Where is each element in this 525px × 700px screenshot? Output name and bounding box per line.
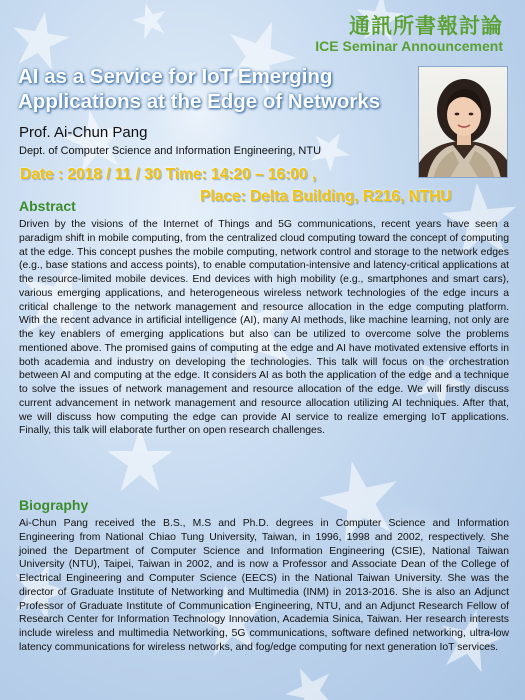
announcement-label: ICE Seminar Announcement bbox=[315, 38, 503, 54]
talk-title-line-1: AI as a Service for IoT Emerging bbox=[18, 65, 333, 88]
biography-text: Ai-Chun Pang received the B.S., M.S and Ph.D. degrees in Computer Science and Information Engineering from National Chiao Tung University, Taiwan, in 1996, 1998 and 2002, respectively. She joined the Department of Computer Science and Information Engineering (CSIE), National Taiwan University (NTU), Taipei, Taiwan in 2002, and is now a Professor and Associate Dean of the College of Electrical Engineering and Computer Science (EECS) in the National Taiwan University. She was the director of Graduate Institute of Networking and Multimedia (INM) in 2013-2016. She is also an Adjunct Professor of Graduate Institute of Communication Engineering, NTU, and an Adjunct Research Fellow of Research Center for Information Technology Innovation, Academia Sinica, Taiwan. Her research interests include wireless and multimedia Networking, 5G communications, software defined networking, ultra-low latency communications for wireless networks, and fog/edge computing for next generation IoT services. bbox=[19, 518, 509, 653]
place: Place: Delta Building, R216, NTHU bbox=[200, 188, 452, 205]
biography-heading: Biography bbox=[19, 497, 89, 513]
speaker-photo bbox=[418, 66, 508, 178]
abstract-heading: Abstract bbox=[19, 198, 76, 214]
abstract-text: Driven by the visions of the Internet of Things and 5G communications, recent years have seen a paradigm shift in mobile computing, from the centralized cloud computing toward the concept of computing at the edge. This concept pushes the mobile computing, network control and storage to the network edges (e.g., base stations and access points), to enable computation-intensive and latency-critical applications at the resource-limited mobile devices. End devices with high mobility (e.g., smartphones and smart cars), various emerging applications, and heterogeneous wireless network technologies of the edge incurs a critical challenge to the network management and resource allocation in the edge computing platform. With the recent advance in artificial intelligence (AI), many AI methods, like machine learning, not only are the key enablers of emerging applications but also can be utilized to overcome solve the problems mentioned above. The promised gains of computing at the edge and AI have motivated extensive efforts in both academia and industry on developing the technologies. This talk will focus on the orchestration between AI and computing at the edge. It considers AI as both the application of the edge and a technique to solve the issues of network management and resource allocation of the edge. We will firstly discuss current advancement in network management and resource allocation utilizing AI techniques. After that, we will discuss how computing the edge can provide AI service to realize emerging IoT applications. Finally, this talk will elaborate further on open research challenges. bbox=[19, 219, 509, 437]
date-time: Date : 2018 / 11 / 30 Time: 14:20 – 16:00 , bbox=[20, 166, 317, 183]
speaker-portrait-icon bbox=[419, 67, 508, 178]
speaker-department: Dept. of Computer Science and Information Engineering, NTU bbox=[19, 145, 322, 157]
organizer-chinese-title: 通訊所書報討論 bbox=[349, 14, 503, 38]
talk-title bbox=[18, 64, 418, 114]
talk-title-line-2: Applications at the Edge of Networks bbox=[18, 90, 381, 113]
speaker-name: Prof. Ai-Chun Pang bbox=[19, 124, 148, 141]
